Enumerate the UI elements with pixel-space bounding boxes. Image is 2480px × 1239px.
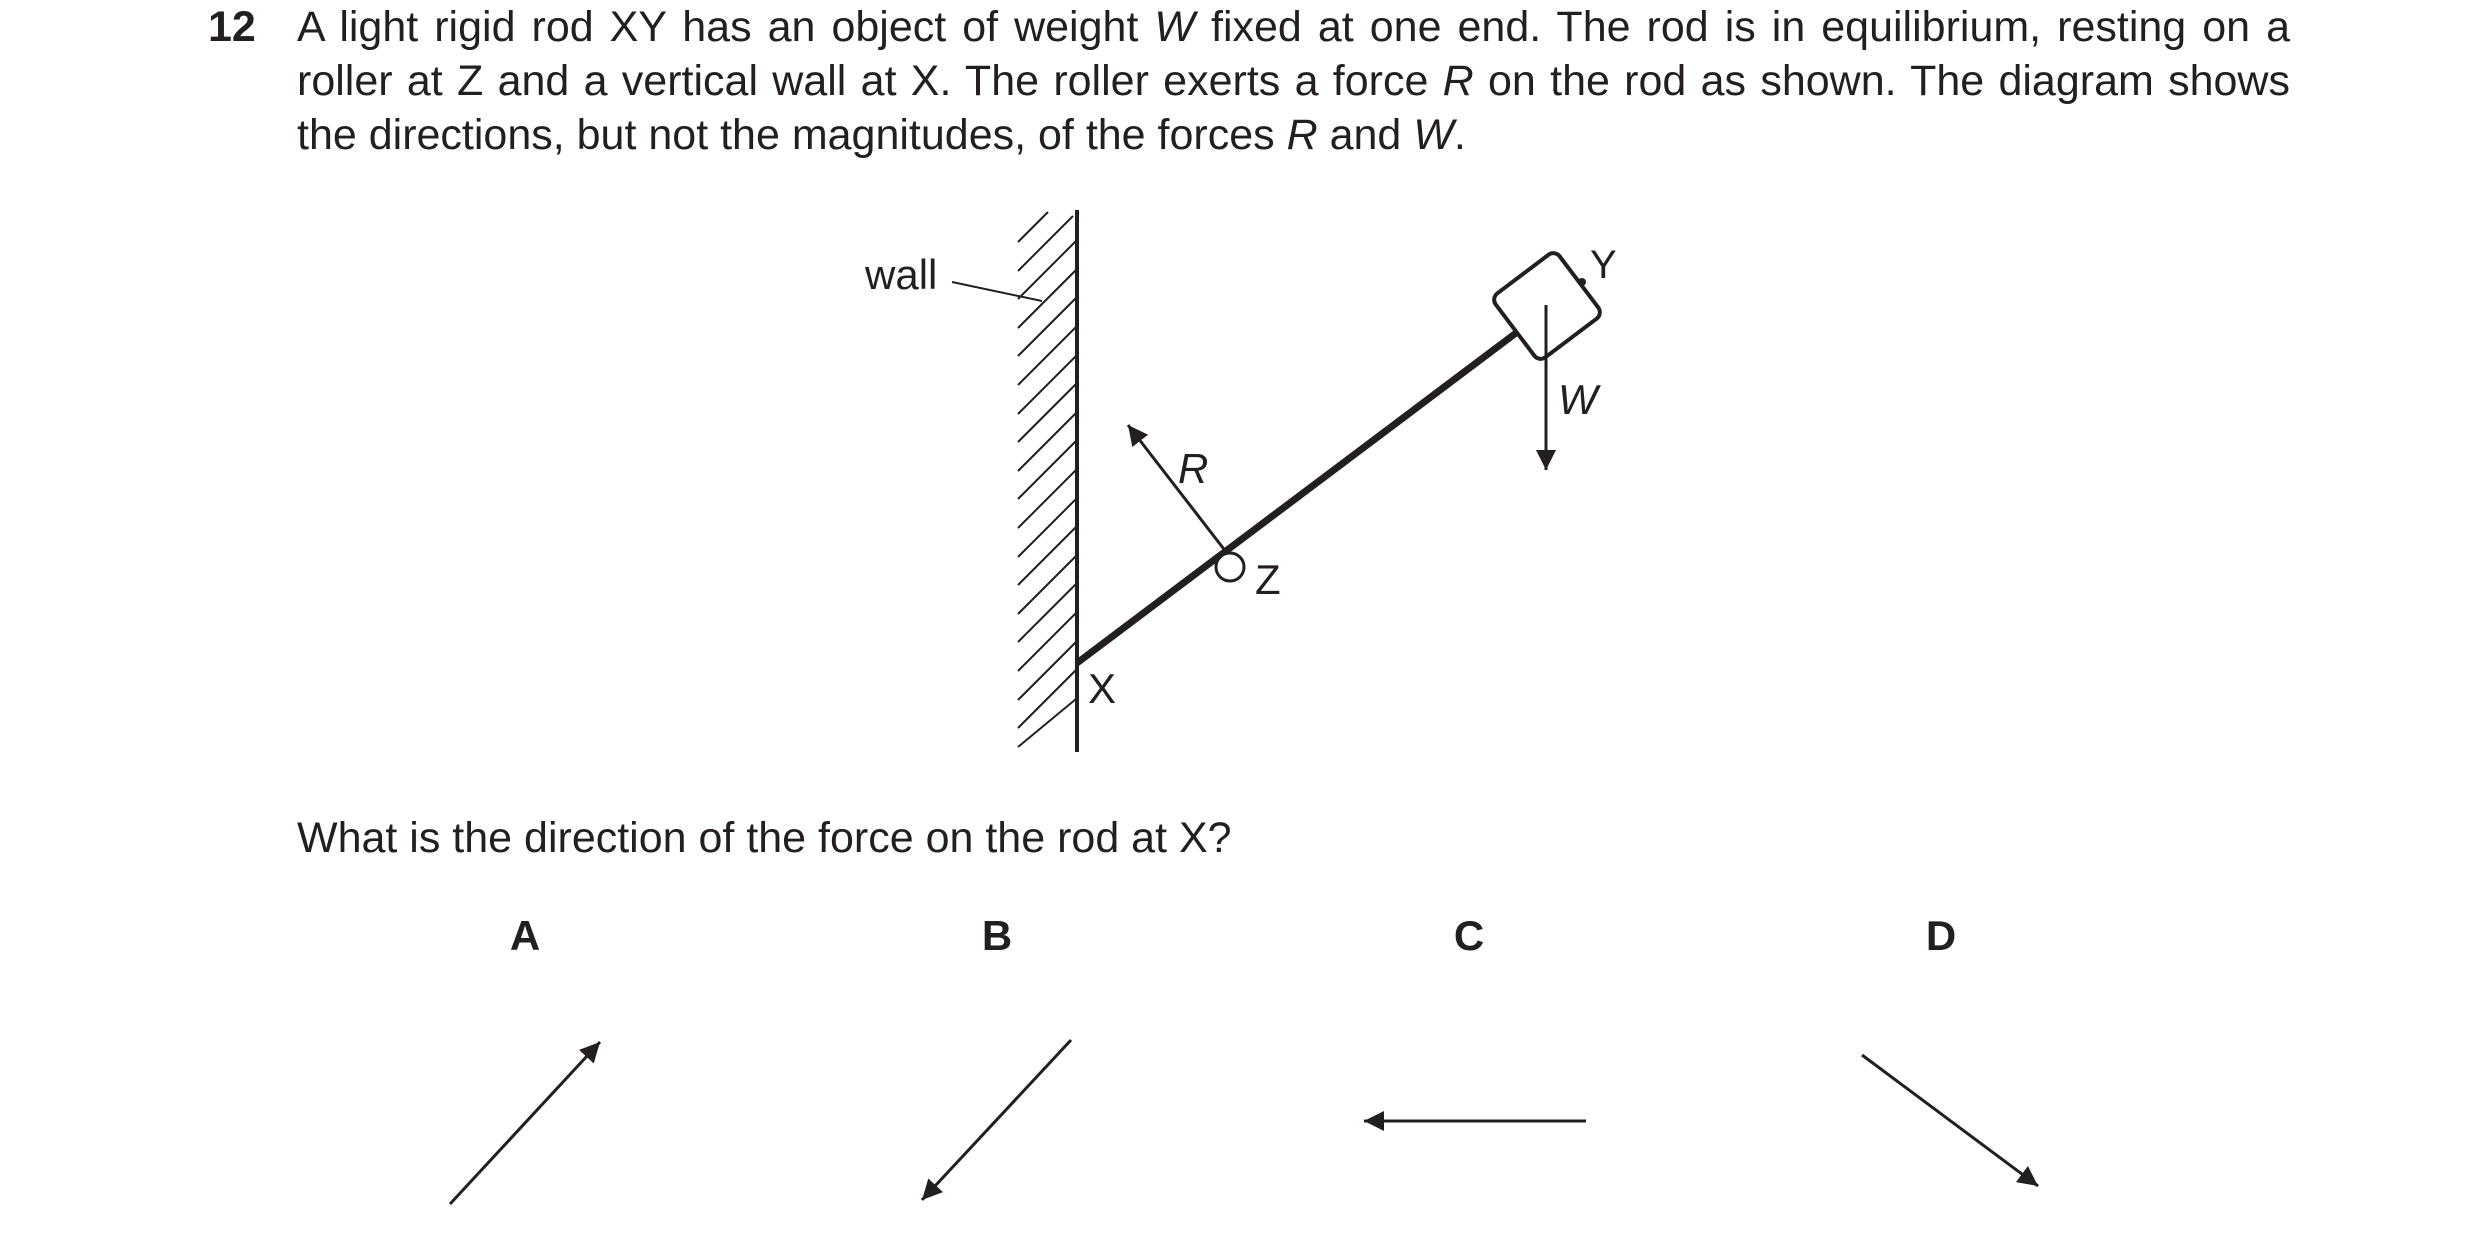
option-d[interactable]	[1862, 912, 2038, 1186]
label-z: Z	[1255, 556, 1281, 603]
label-x: X	[1088, 665, 1117, 712]
label-y: Y	[1590, 243, 1617, 287]
question-text-part-1: A light rigid rod XY has an object of weight	[297, 3, 1155, 51]
option-c[interactable]	[1364, 912, 1586, 1121]
option-b-arrow	[922, 1040, 1071, 1200]
option-a[interactable]	[450, 912, 600, 1204]
option-d-letter: D	[1925, 912, 1957, 959]
force-symbol: R	[1442, 57, 1474, 105]
option-a-arrow	[450, 1042, 600, 1204]
wall-leader-line	[952, 282, 1042, 301]
force-symbol-repeat: R	[1286, 111, 1318, 159]
rod-xy	[1077, 330, 1520, 663]
question-text-part-2: fixed at one end. The rod is in equilibrium, resting on a roller at Z and a vertical wall at X. The roller exerts a force	[297, 3, 2290, 105]
label-r: R	[1178, 445, 1209, 492]
wall-label: wall	[865, 251, 938, 298]
option-b[interactable]	[922, 912, 1071, 1200]
point-y-marker	[1578, 278, 1586, 286]
wall-hatching	[1018, 212, 1076, 747]
question-text-part-5: .	[1453, 111, 1466, 159]
question-text-part-4: and	[1317, 111, 1414, 159]
option-c-letter: C	[1453, 912, 1485, 959]
weight-symbol: W	[1154, 3, 1195, 51]
wall	[1018, 210, 1077, 752]
option-d-arrow	[1862, 1055, 2038, 1186]
question-number: 12	[208, 3, 256, 51]
option-a-letter: A	[509, 912, 541, 959]
question-prompt: What is the direction of the force on the rod at X?	[297, 814, 1232, 862]
option-b-letter: B	[981, 912, 1013, 959]
label-w: W	[1558, 376, 1598, 423]
question-text-part-3: on the rod as shown. The diagram shows the directions, but not the magnitudes, of the forces	[297, 57, 2290, 159]
weight-symbol-repeat: W	[1413, 111, 1454, 159]
roller-z	[1216, 553, 1244, 581]
